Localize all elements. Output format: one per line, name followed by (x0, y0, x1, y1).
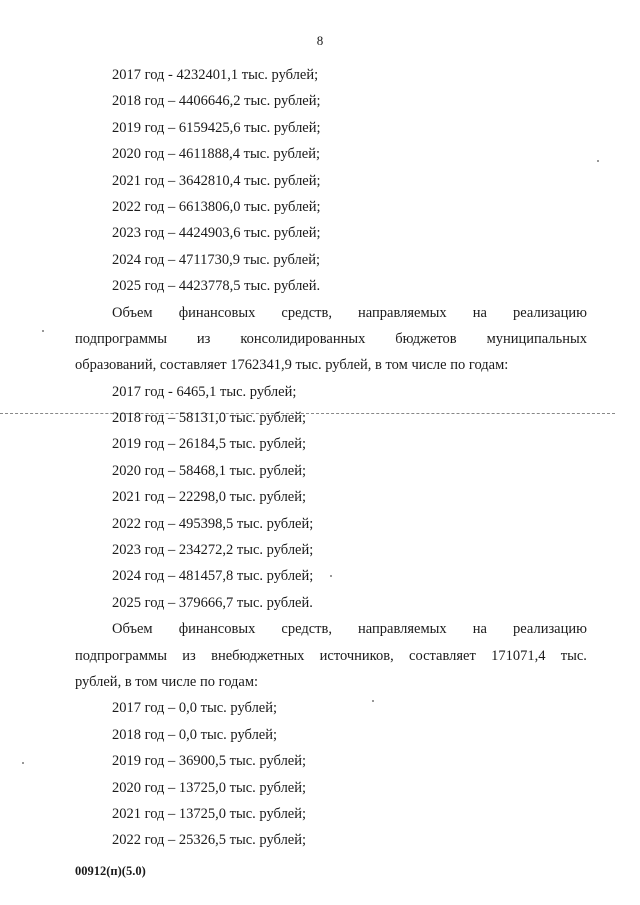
paragraph3-line1 (75, 616, 587, 642)
word: консолидированных (240, 330, 366, 347)
section2-year-2018: 2018 год – 58131,0 тыс. рублей; (112, 410, 307, 427)
word: средств, (281, 304, 332, 321)
section2-year-2017: 2017 год - 6465,1 тыс. рублей; (112, 383, 297, 400)
section2-year-2022: 2022 год – 495398,5 тыс. рублей; (112, 515, 314, 532)
section1-year-2025: 2025 год – 4423778,5 тыс. рублей. (112, 278, 321, 295)
paragraph-extrabudgetary-sources (75, 616, 587, 695)
word: источников, (319, 647, 394, 664)
paragraph3-line3: рублей, в том числе по годам: (75, 673, 259, 690)
paragraph-consolidated-budgets (75, 300, 587, 379)
word: внебюджетных (211, 647, 305, 664)
footer-document-code: 00912(п)(5.0) (75, 864, 146, 878)
section1-year-list (75, 62, 587, 300)
page-number: 8 (316, 33, 324, 48)
section1-year-2017: 2017 год - 4232401,1 тыс. рублей; (112, 67, 319, 83)
section1-year-2023: 2023 год – 4424903,6 тыс. рублей; (112, 225, 321, 242)
scan-speck (372, 700, 374, 702)
section2-year-2023: 2023 год – 234272,2 тыс. рублей; (112, 542, 314, 559)
word: направляемых (358, 621, 447, 638)
section1-year-2019: 2019 год – 6159425,6 тыс. рублей; (112, 119, 321, 136)
section2-year-2024: 2024 год – 481457,8 тыс. рублей; (112, 568, 314, 585)
section1-year-2022: 2022 год – 6613806,0 тыс. рублей; (112, 198, 321, 215)
document-body (75, 62, 587, 854)
scan-speck (42, 330, 44, 332)
paragraph2-line1 (75, 300, 587, 326)
word: финансовых (178, 304, 256, 321)
section1-year-2020: 2020 год – 4611888,4 тыс. рублей; (112, 146, 320, 163)
section3-year-list (75, 695, 587, 853)
section1-year-2021: 2021 год – 3642810,4 тыс. рублей; (112, 172, 321, 189)
paragraph3-line2 (75, 643, 587, 669)
section3-year-2019: 2019 год – 36900,5 тыс. рублей; (112, 753, 307, 770)
word: подпрограммы (75, 647, 167, 664)
section3-year-2022: 2022 год – 25326,5 тыс. рублей; (112, 832, 307, 849)
word: Объем (112, 621, 153, 638)
section2-year-list (75, 379, 587, 617)
section2-year-2025: 2025 год – 379666,7 тыс. рублей. (112, 594, 313, 611)
section3-year-2020: 2020 год – 13725,0 тыс. рублей; (112, 779, 307, 796)
section3-year-2021: 2021 год – 13725,0 тыс. рублей; (112, 805, 307, 822)
paragraph2-line3: образований, составляет 1762341,9 тыс. рублей, в том числе по годам: (75, 357, 509, 374)
word: реализацию (513, 621, 587, 638)
word: на (472, 621, 487, 638)
word: из (196, 330, 211, 347)
word: из (182, 647, 196, 664)
word: реализацию (513, 304, 587, 321)
section2-year-2020: 2020 год – 58468,1 тыс. рублей; (112, 462, 307, 479)
word: 171071,4 (491, 647, 546, 664)
scan-speck (22, 762, 24, 764)
scan-speck (330, 575, 332, 577)
section3-year-2018: 2018 год – 0,0 тыс. рублей; (112, 726, 278, 743)
word: бюджетов (395, 330, 457, 347)
word: составляет (409, 647, 476, 664)
paragraph2-line2 (75, 326, 587, 352)
word: подпрограммы (75, 330, 167, 347)
section2-year-2019: 2019 год – 26184,5 тыс. рублей; (112, 436, 307, 453)
word: муниципальных (486, 330, 587, 347)
word: Объем (112, 304, 153, 321)
word: направляемых (358, 304, 447, 321)
scan-speck (597, 160, 599, 162)
word: финансовых (178, 621, 256, 638)
section1-year-2018: 2018 год – 4406646,2 тыс. рублей; (112, 93, 321, 110)
word: средств, (281, 621, 332, 638)
word: тыс. (560, 647, 587, 664)
section2-year-2021: 2021 год – 22298,0 тыс. рублей; (112, 489, 307, 506)
section1-year-2024: 2024 год – 4711730,9 тыс. рублей; (112, 251, 320, 268)
section3-year-2017: 2017 год – 0,0 тыс. рублей; (112, 700, 278, 717)
word: на (472, 304, 487, 321)
